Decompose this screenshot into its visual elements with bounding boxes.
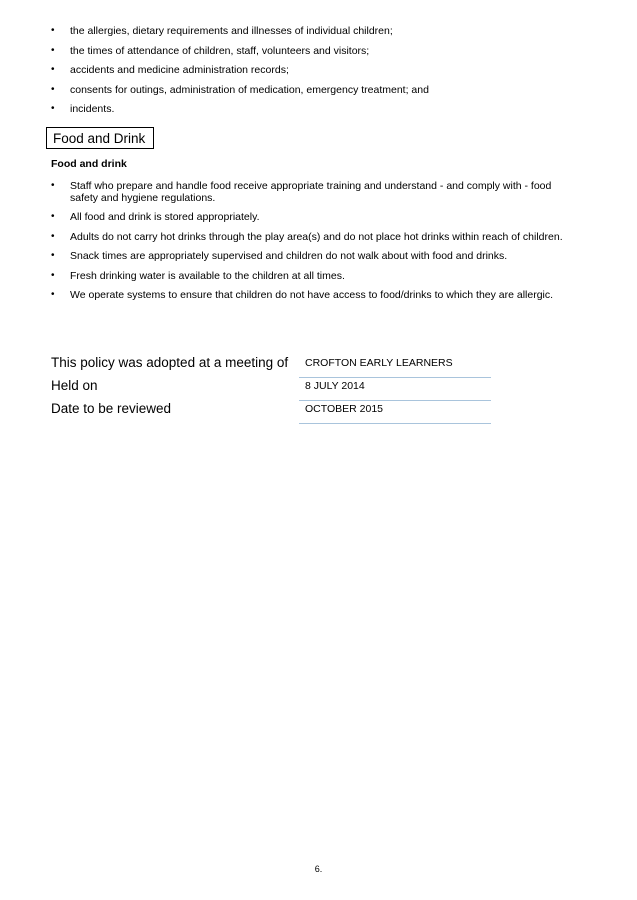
food-drink-list <box>51 180 581 308</box>
page-number: 6. <box>314 864 323 874</box>
held-on-label: Held on <box>51 378 98 393</box>
list-item-text: All food and drink is stored appropriately. <box>70 211 260 224</box>
list-item-text: accidents and medicine administration records; <box>70 64 289 76</box>
list-item-text: consents for outings, administration of medication, emergency treatment; and <box>70 83 429 96</box>
list-item-text: Adults do not carry hot drinks through the play area(s) and do not place hot drinks within reach of children. <box>70 230 563 243</box>
list-item-text: Staff who prepare and handle food receive appropriate training and understand - and comply with - food safety and hygiene regulations. <box>70 180 552 204</box>
adopted-value-field: CROFTON EARLY LEARNERS <box>299 356 491 378</box>
list-item <box>51 64 581 76</box>
bullet-icon: • <box>51 83 55 95</box>
bullet-icon: • <box>51 64 55 75</box>
list-item-text: Fresh drinking water is available to the children at all times. <box>70 269 345 282</box>
bullet-icon: • <box>51 25 55 36</box>
review-date-value-field: OCTOBER 2015 <box>299 402 491 424</box>
list-item <box>51 84 581 96</box>
held-on-value-field: 8 JULY 2014 <box>299 379 491 401</box>
bullet-icon: • <box>51 211 55 223</box>
list-item <box>51 289 581 301</box>
bullet-icon: • <box>51 250 55 262</box>
list-item-text: Snack times are appropriately supervised and children do not walk about with food and drinks. <box>70 250 508 263</box>
list-item <box>51 231 581 243</box>
adopted-label: This policy was adopted at a meeting of <box>51 355 289 370</box>
list-item <box>51 25 581 37</box>
bullet-icon: • <box>51 230 55 242</box>
list-item-text: the times of attendance of children, staff, volunteers and visitors; <box>70 44 370 57</box>
section-title-box: Food and Drink <box>46 127 154 149</box>
bullet-icon: • <box>51 103 55 114</box>
bullet-icon: • <box>51 180 55 191</box>
review-date-label: Date to be reviewed <box>51 401 172 416</box>
list-item-text: the allergies, dietary requirements and illnesses of individual children; <box>70 25 393 37</box>
list-item <box>51 250 581 262</box>
list-item <box>51 211 581 223</box>
list-item-text: We operate systems to ensure that children do not have access to food/drinks to which they are allergic. <box>70 288 554 301</box>
list-item <box>51 45 581 57</box>
list-item <box>51 180 581 204</box>
section-subheading: Food and drink <box>51 158 127 170</box>
bullet-icon: • <box>51 269 55 281</box>
records-list <box>51 25 581 123</box>
list-item-text: incidents. <box>70 103 115 115</box>
bullet-icon: • <box>51 288 55 300</box>
bullet-icon: • <box>51 44 55 56</box>
list-item <box>51 103 581 115</box>
list-item <box>51 270 581 282</box>
